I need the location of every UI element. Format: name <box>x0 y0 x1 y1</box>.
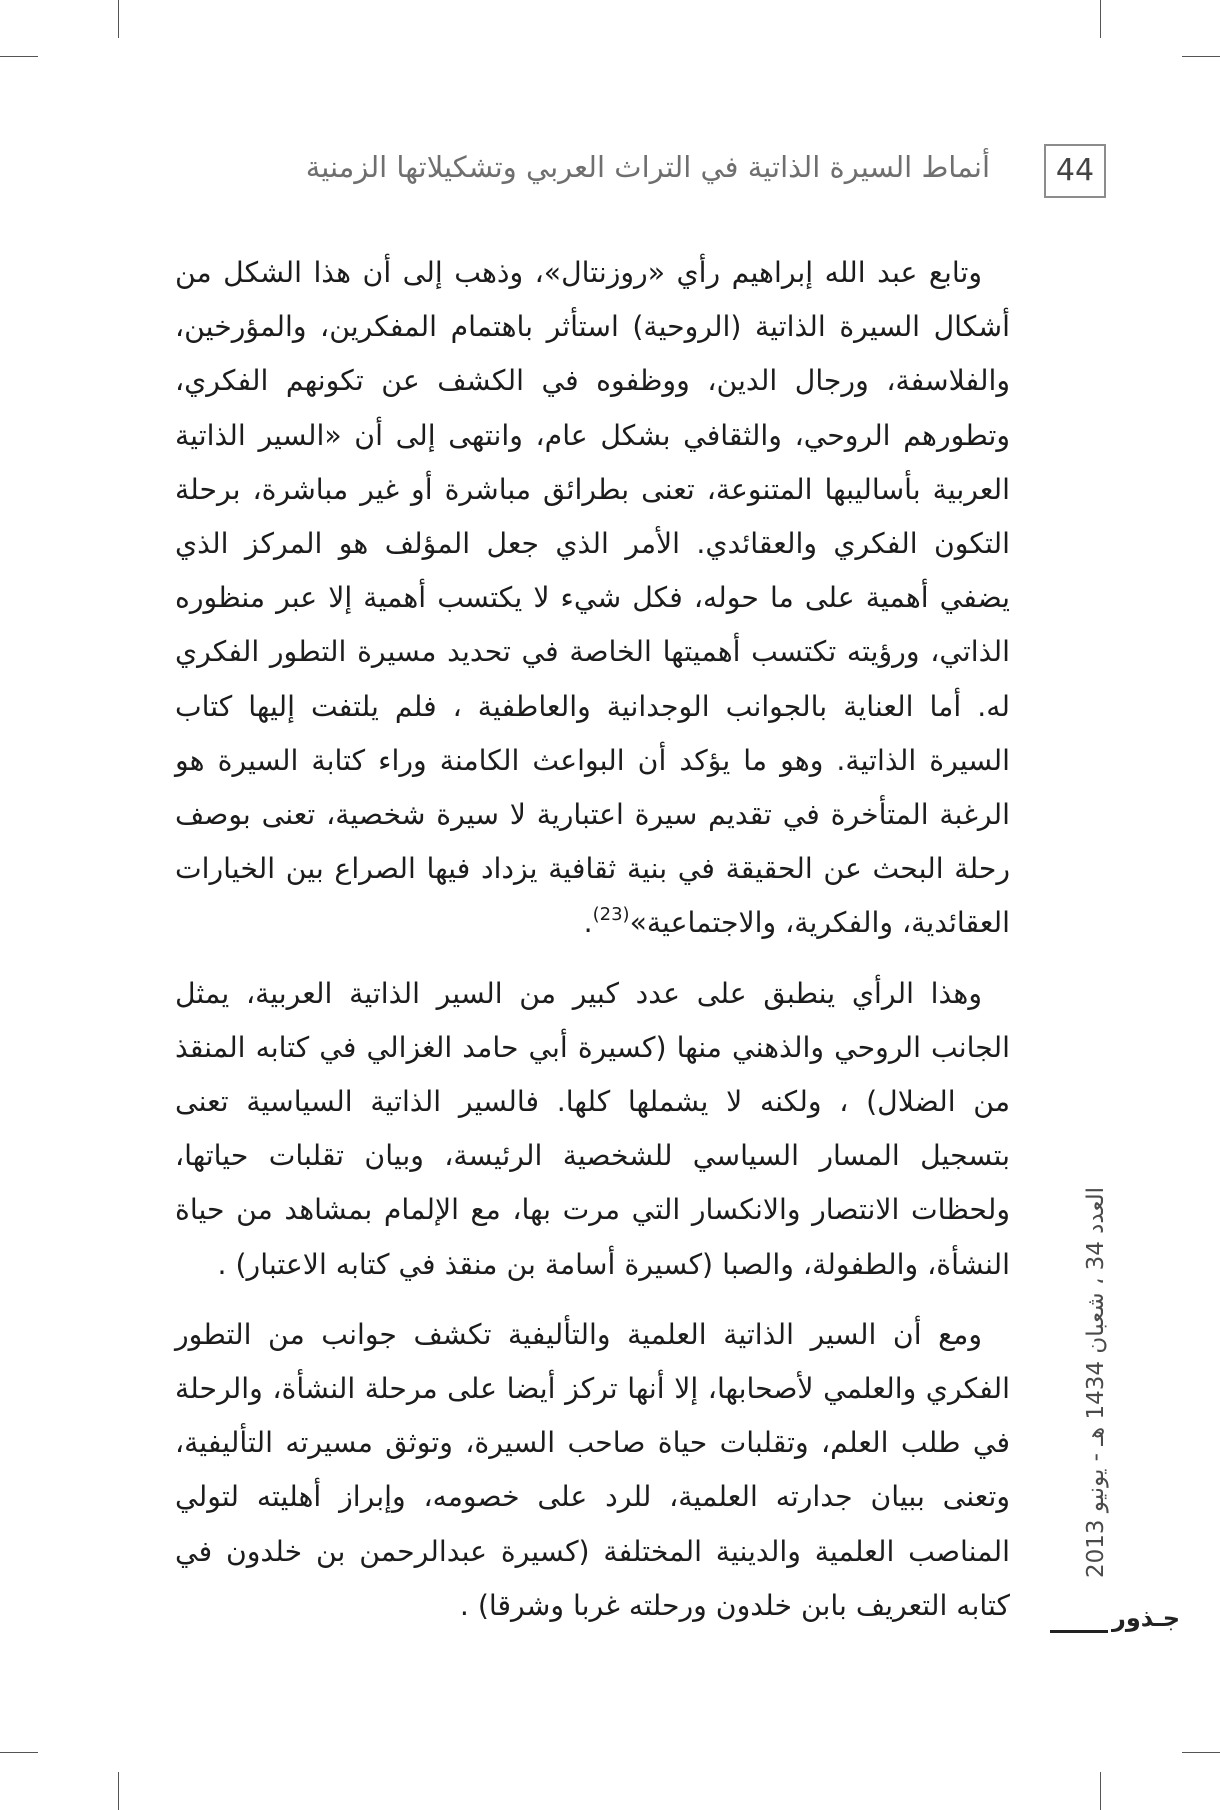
logo-text: جـذور <box>1112 1604 1181 1632</box>
issue-info: العدد 34 ، شعبان 1434 هـ - يونيو 2013 <box>1083 1187 1109 1578</box>
crop-mark <box>1182 1752 1220 1753</box>
paragraph-text: وتابع عبد الله إبراهيم رأي «روزنتال»، وذهب إلى أن هذا الشكل من أشكال السيرة الذاتية (الروحية) استأثر باهتمام المفكرين، والمؤرخين، والفلاسفة، ورجال الدين، ووظفوه في الكشف عن تكونهم الفكري، وتطورهم الروحي، والثقافي بشكل عام، وانتهى إلى أن «السير الذاتية العربية بأساليبها المتنوعة، تعنى بطرائق مباشرة أو غير مباشرة، برحلة التكون الفكري والعقائدي. الأمر الذي جعل المؤلف هو المركز الذي يضفي أهمية على ما حوله، فكل شيء لا يكتسب أهمية إلا عبر منظوره الذاتي، ورؤيته تكتسب أهميتها الخاصة في تحديد مسيرة التطور الفكري له. أما العناية بالجوانب الوجدانية والعاطفية ، فلم يلتفت إليها كتاب السيرة الذاتية. وهو ما يؤكد أن البواعث الكامنة وراء كتابة السيرة هو الرغبة المتأخرة في تقديم سيرة اعتبارية لا سيرة شخصية، تعنى بوصف رحلة البحث عن الحقيقة في بنية ثقافية يزداد فيها الصراع بين الخيارات العقائدية، والفكرية، والاجتماعية» <box>175 256 1010 940</box>
page-header <box>0 140 1220 210</box>
crop-mark <box>1182 56 1220 57</box>
paragraph <box>175 246 1010 951</box>
crop-mark <box>1100 0 1101 38</box>
crop-mark <box>0 56 38 57</box>
paragraph <box>175 1308 1010 1633</box>
paragraph-tail: . <box>583 906 593 940</box>
crop-mark <box>118 0 119 38</box>
running-title: أنماط السيرة الذاتية في التراث العربي وتشكيلاتها الزمنية <box>305 150 990 184</box>
paragraph-text: وهذا الرأي ينطبق على عدد كبير من السير الذاتية العربية، يمثل الجانب الروحي والذهني منها (كسيرة أبي حامد الغزالي في كتابه المنقذ من الضلال) ، ولكنه لا يشملها كلها. فالسير الذاتية السياسية تعنى بتسجيل المسار السياسي للشخصية الرئيسة، وبيان تقلبات حياتها، ولحظات الانتصار والانكسار التي مرت بها، مع الإلمام بمشاهد من حياة النشأة، والطفولة، والصبا (كسيرة أسامة بن منقذ في كتابه الاعتبار) . <box>175 976 1010 1281</box>
article-body <box>175 246 1010 1649</box>
page-number: 44 <box>1044 144 1106 198</box>
crop-mark <box>1100 1772 1101 1810</box>
crop-mark <box>0 1752 38 1753</box>
journal-logo <box>1042 1592 1181 1644</box>
paragraph-text: ومع أن السير الذاتية العلمية والتأليفية تكشف جوانب من التطور الفكري والعلمي لأصحابها، إلا أنها تركز أيضا على مرحلة النشأة، والرحلة في طلب العلم، وتقلبات حياة صاحب السيرة، وتوثق مسيرته التأليفية، وتعنى ببيان جدارته العلمية، للرد على خصومه، وإبراز أهليته لتولي المناصب العلمية والدينية المختلفة (كسيرة عبدالرحمن بن خلدون في كتابه التعريف بابن خلدون ورحلته غربا وشرقا) . <box>175 1317 1010 1622</box>
paragraph <box>175 967 1010 1292</box>
logo-icon <box>1042 1592 1181 1644</box>
footnote-ref[interactable]: (23) <box>592 904 630 926</box>
crop-mark <box>118 1772 119 1810</box>
